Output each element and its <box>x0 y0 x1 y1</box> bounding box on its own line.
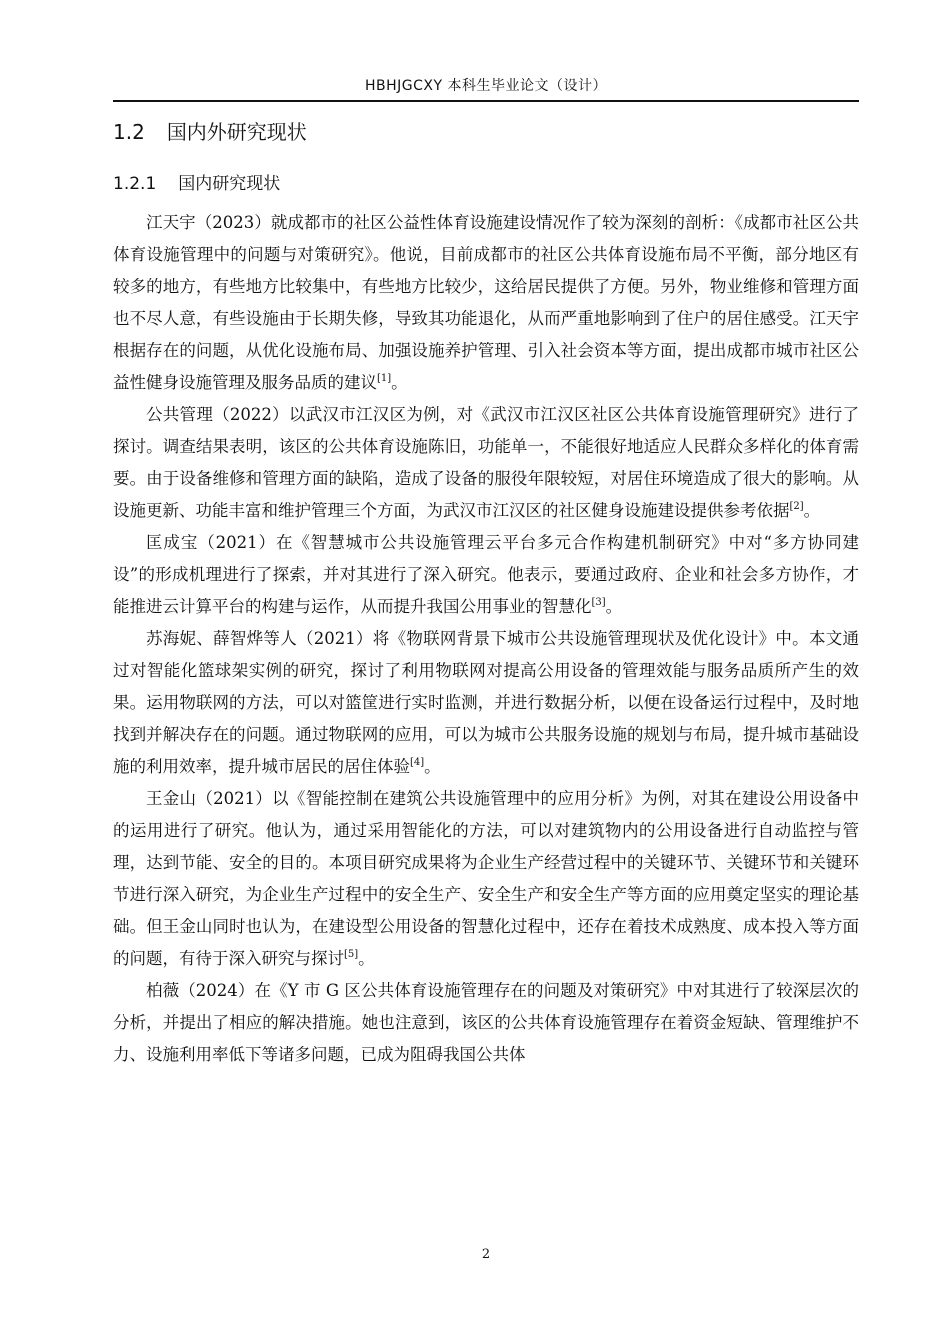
paragraph-text: 苏海妮、薛智烨等人（2021）将《物联网背景下城市公共设施管理现状及优化设计》中。本文通过对智能化篮球架实例的研究，探讨了利用物联网对提高公用设备的管理效能与服务品质所产生的效果。运用物联网的方法，可以对篮筐进行实时监测，并进行数据分析，以便在设备运行过程中，及时地找到并解决存在的问题。通过物联网的应用，可以为城市公共服务设施的规划与布局，提升城市基础设施的利用效率，提升城市居民的居住体验 <box>113 629 859 776</box>
paragraph-end: 。 <box>358 949 375 968</box>
subsection-number: 1.2.1 <box>113 174 157 194</box>
header-divider <box>113 100 859 102</box>
citation-ref: [5] <box>344 949 359 960</box>
paragraph <box>113 783 859 975</box>
section-number: 1.2 <box>113 120 145 144</box>
paragraph-text: 王金山（2021）以《智能控制在建筑公共设施管理中的应用分析》为例，对其在建设公用设备中的运用进行了研究。他认为，通过采用智能化的方法，可以对建筑物内的公用设备进行自动监控与管理，达到节能、安全的目的。本项目研究成果将为企业生产经营过程中的关键环节、关键环节和关键环节进行深入研究，为企业生产过程中的安全生产、安全生产和安全生产等方面的应用奠定坚实的理论基础。但王金山同时也认为，在建设型公用设备的智慧化过程中，还存在着技术成熟度、成本投入等方面的问题，有待于深入研究与探讨 <box>113 789 859 968</box>
citation-ref: [2] <box>789 501 804 512</box>
paragraph <box>113 207 859 399</box>
citation-ref: [3] <box>591 597 606 608</box>
page-number: 2 <box>481 1247 491 1262</box>
paragraph <box>113 399 859 527</box>
body-text <box>113 207 859 1071</box>
page-header: HBHJGCXY 本科生毕业论文（设计） <box>364 78 607 94</box>
paragraph-text: 柏薇（2024）在《Y 市 G 区公共体育设施管理存在的问题及对策研究》中对其进行了较深层次的分析，并提出了相应的解决措施。她也注意到，该区的公共体育设施管理存在着资金短缺、管理维护不力、设施利用率低下等诸多问题，已成为阻碍我国公共体 <box>113 981 859 1064</box>
citation-ref: [4] <box>410 757 425 768</box>
paragraph-end: 。 <box>605 597 623 616</box>
citation-ref: [1] <box>377 373 392 384</box>
paragraph-end: 。 <box>391 373 408 392</box>
section-heading <box>113 118 307 146</box>
paragraph-text: 匡成宝（2021）在《智慧城市公共设施管理云平台多元合作构建机制研究》中对“多方协同建设”的形成机理进行了探索，并对其进行了深入研究。他表示，要通过政府、企业和社会多方协作，才能推进云计算平台的构建与运作，从而提升我国公用事业的智慧化 <box>113 533 859 616</box>
paragraph-text: 江天宇（2023）就成都市的社区公益性体育设施建设情况作了较为深刻的剖析：《成都市社区公共体育设施管理中的问题与对策研究》。他说，目前成都市的社区公共体育设施布局不平衡，部分地区有较多的地方，有些地方比较集中，有些地方比较少，这给居民提供了方便。另外，物业维修和管理方面也不尽人意，有些设施由于长期失修，导致其功能退化，从而严重地影响到了住户的居住感受。江天宇根据存在的问题，从优化设施布局、加强设施养护管理、引入社会资本等方面，提出成都市城市社区公益性健身设施管理及服务品质的建议 <box>113 213 859 392</box>
section-title: 国内外研究现状 <box>166 120 307 144</box>
paragraph-text: 公共管理（2022）以武汉市江汉区为例，对《武汉市江汉区社区公共体育设施管理研究》进行了探讨。调查结果表明，该区的公共体育设施陈旧，功能单一，不能很好地适应人民群众多样化的体育需要。由于设备维修和管理方面的缺陷，造成了设备的服役年限较短，对居住环境造成了很大的影响。从设施更新、功能丰富和维护管理三个方面，为武汉市江汉区的社区健身设施建设提供参考依据 <box>113 405 859 520</box>
paragraph-end: 。 <box>803 501 821 520</box>
paragraph <box>113 527 859 623</box>
subsection-heading <box>113 171 280 197</box>
paragraph <box>113 623 859 783</box>
paragraph-end: 。 <box>424 757 441 776</box>
paragraph <box>113 975 859 1071</box>
subsection-title: 国内研究现状 <box>178 174 281 194</box>
